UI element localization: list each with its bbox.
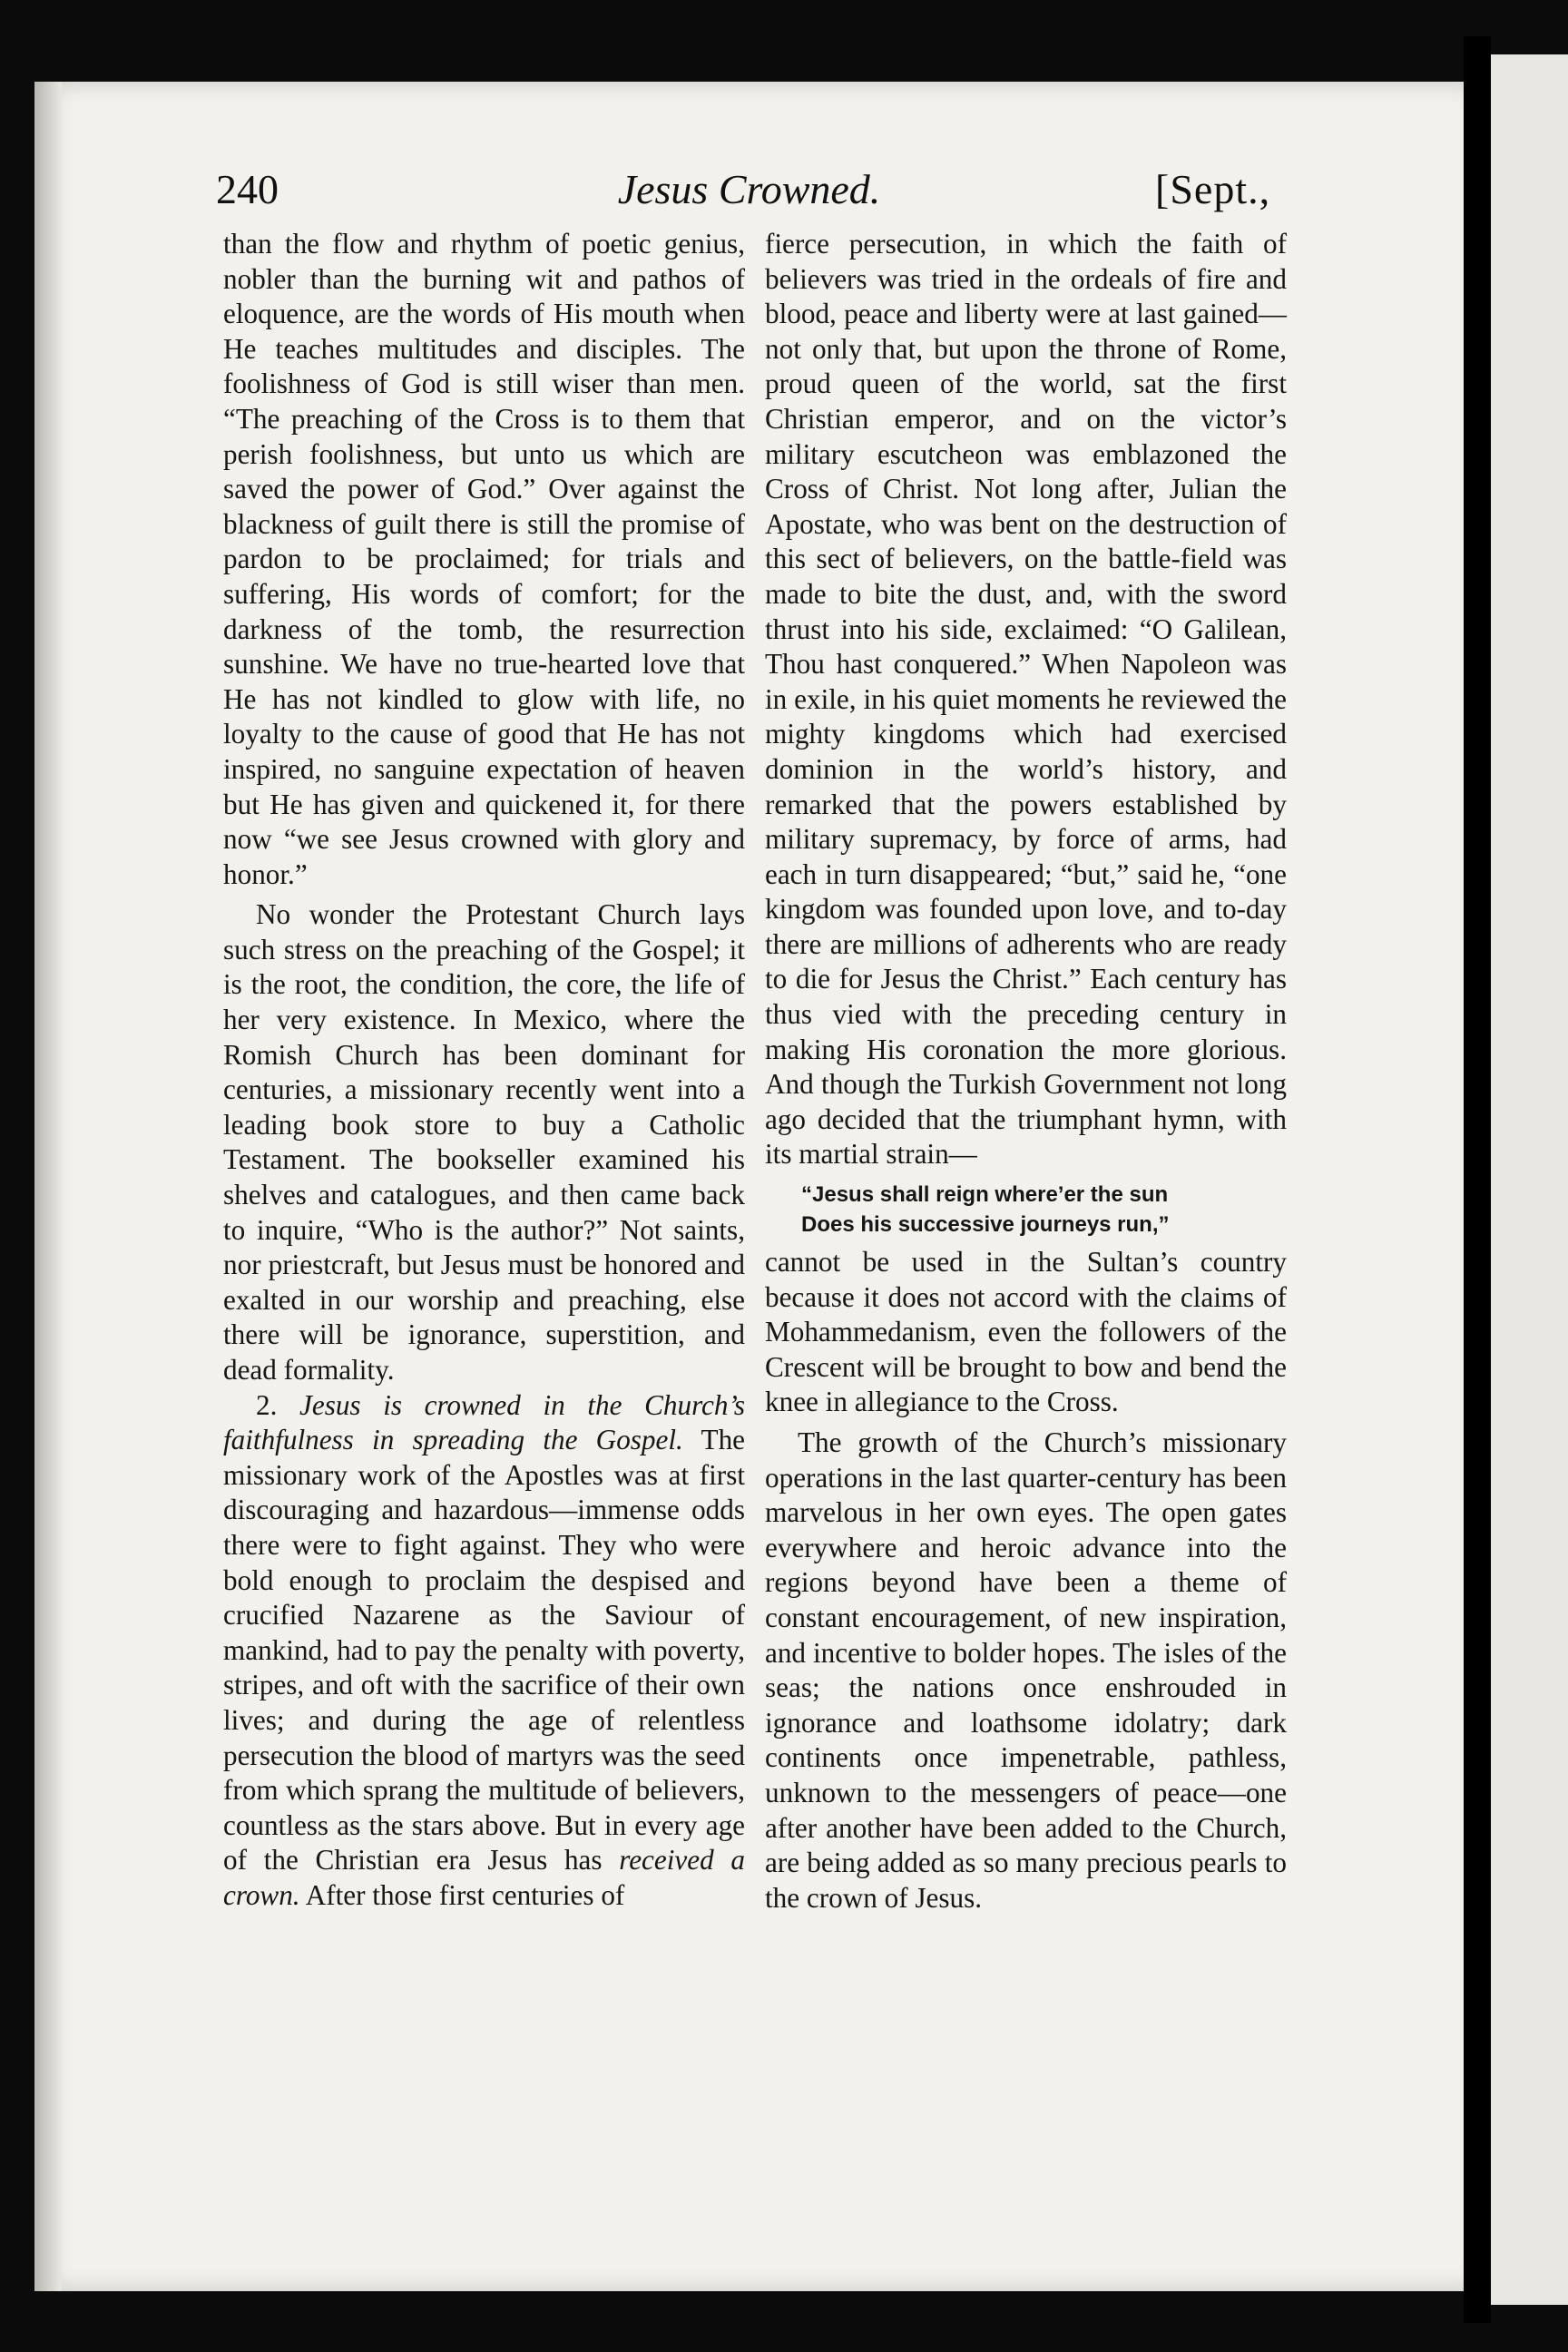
emphasis-text: received a crown.	[223, 1844, 745, 1911]
page-number: 240	[216, 166, 279, 212]
hymn-quotation	[765, 1180, 1287, 1240]
running-date: [Sept.,	[1155, 166, 1271, 212]
paragraph-text: After those first centuries of	[305, 1878, 625, 1911]
left-column	[223, 227, 745, 1914]
paragraph: fierce persecution, in which the faith of believers was tried in the ordeals of fire and blood, peace and liberty were at last gained—not only that, but upon the throne of Rome, proud queen of the world, sat the first Christian emperor, and on the victor’s military escutcheon was emblazoned the Cross of Christ. Not long after, Julian the Apostate, who was bent on the destruction of this sect of believers, on the battle-field was made to bite the dust, and, with the sword thrust into his side, exclaimed: “O Galilean, Thou hast conquered.” When Napoleon was in exile, in his quiet moments he reviewed the mighty kingdoms which had exercised dominion in the world’s history, and remarked that the powers established by military supremacy, by force of arms, had each in turn disappeared; “but,” said he, “one kingdom was founded upon love, and to-day there are millions of adherents who are ready to die for Jesus the Christ.” Each century has thus vied with the preceding century in making His coronation the more glorious. And though the Turkish Government not long ago decided that the triumphant hymn, with its martial strain—	[765, 228, 1287, 1171]
paragraph-section-2	[223, 1388, 745, 1914]
gutter-shadow	[1464, 36, 1491, 2323]
section-number: 2.	[256, 1388, 278, 1421]
running-title: Jesus Crowned.	[617, 166, 881, 212]
right-column	[765, 227, 1287, 1916]
adjacent-page-edge	[1491, 54, 1568, 2305]
paragraph: than the flow and rhythm of poetic genius, nobler than the burning wit and pathos of eloquence, are the words of His mouth when He teaches multitudes and disciples. The foolishness of God is still wiser than men. “The preaching of the Cross is to them that perish foolishness, but unto us which are saved the power of God.” Over against the blackness of guilt there is still the promise of pardon to be proclaimed; for trials and suffering, His words of comfort; for the darkness of the tomb, the resurrection sunshine. We have no true-hearted love that He has not kindled to glow with life, no loyalty to the cause of good that He has not inspired, no sanguine expectation of heaven but He has given and quickened it, for there now “we see Jesus crowned with glory and honor.”	[223, 228, 745, 890]
book-page	[34, 82, 1464, 2291]
verse-line: “Jesus shall reign where’er the sun	[801, 1182, 1169, 1208]
paragraph: The growth of the Church’s missionary operations in the last quarter-century has been marvelous in her own eyes. The open gates everywhere and heroic advance into the regions beyond have been a theme of constant encouragement, of new inspiration, and incentive to bolder hopes. The isles of the seas; the nations once enshrouded in ignorance and loathsome idolatry; dark continents once impenetrable, pathless, unknown to the messengers of peace—one after another have been added to the Church, are being added as so many precious pearls to the crown of Jesus.	[765, 1426, 1287, 1914]
verse-line: Does his successive journeys run,”	[801, 1212, 1170, 1238]
paragraph: No wonder the Protestant Church lays such stress on the preaching of the Gospel; it is the root, the condition, the core, the life of her very existence. In Mexico, where the Romish Church has been dominant for centuries, a missionary recently went into a leading book store to buy a Catholic Testament. The bookseller examined his shelves and catalogues, and then came back to inquire, “Who is the author?” Not saints, nor priestcraft, but Jesus must be honored and exalted in our worship and preaching, else there will be ignorance, superstition, and dead formality.	[223, 898, 745, 1386]
page-binding-edge	[34, 82, 62, 2291]
paragraph-text: The missionary work of the Apostles was at first discouraging and hazardous—immense odds there were to fight against. They who were bold enough to proclaim the despised and crucified Nazarene as the Saviour of mankind, had to pay the penalty with poverty, stripes, and oft with the sacrifice of their own lives; and during the age of relentless persecution the blood of martyrs was the seed from which sprang the multitude of believers, countless as the stars above. But in every age of the Christian era Jesus has	[223, 1424, 746, 1877]
section-heading: Jesus is crowned in the Church’s faithfulness in spreading the Gospel.	[223, 1388, 745, 1456]
paragraph: cannot be used in the Sultan’s country because it does not accord with the claims of Mohammedanism, even the followers of the Crescent will be brought to bow and bend the knee in allegiance to the Cross.	[765, 1246, 1287, 1418]
running-header	[34, 165, 1464, 229]
